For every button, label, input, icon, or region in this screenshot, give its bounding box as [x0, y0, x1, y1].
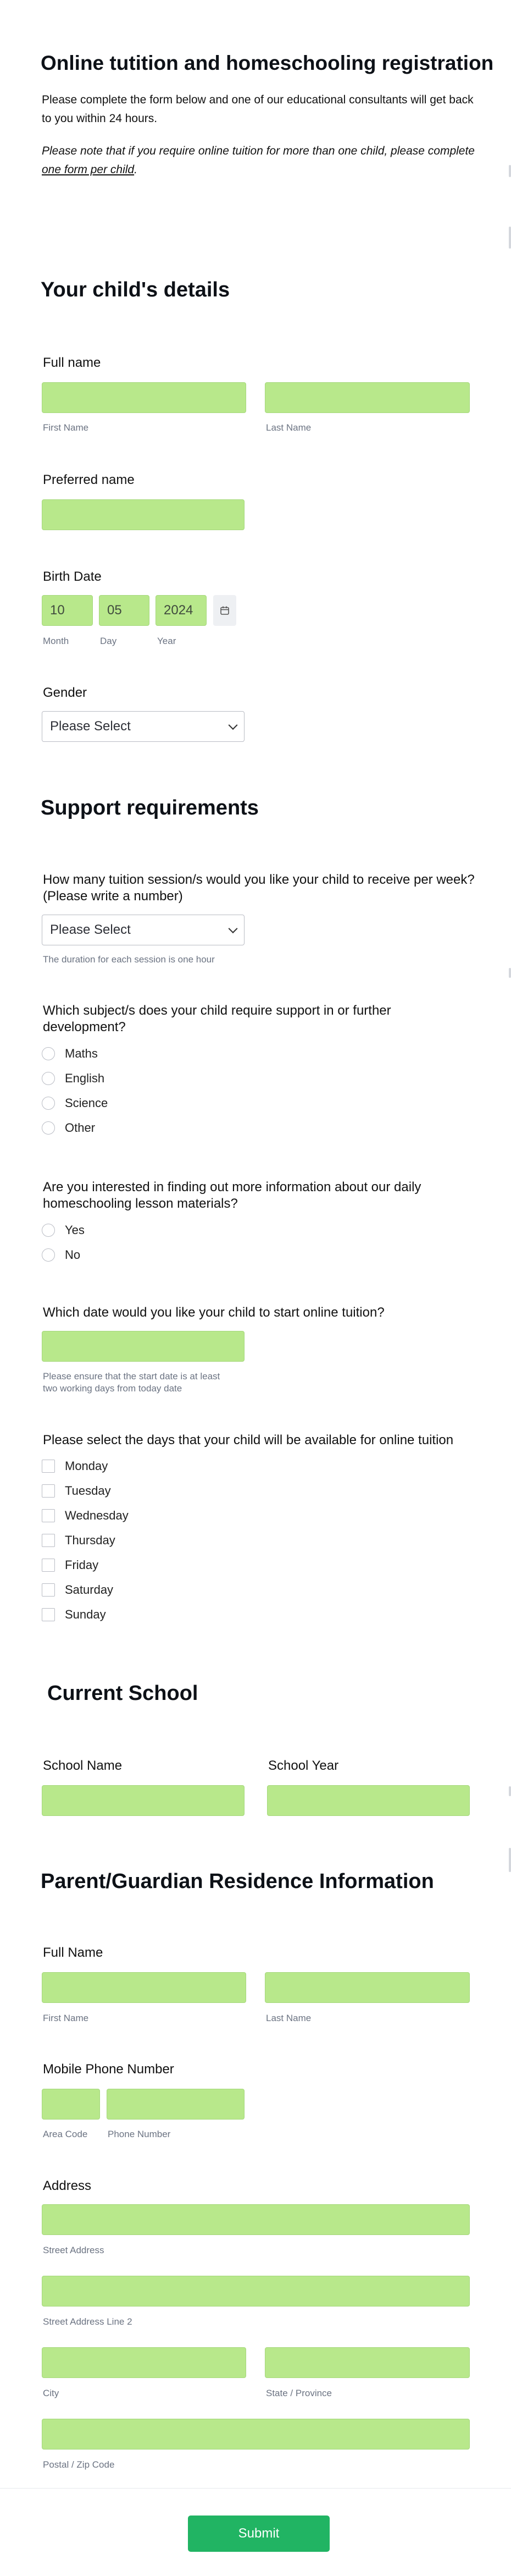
- radio-button[interactable]: [42, 1072, 55, 1085]
- month-sublabel: Month: [43, 636, 69, 646]
- right-edge-mark: [509, 1786, 511, 1796]
- chevron-down-icon: [229, 720, 238, 730]
- section-heading-support: Support requirements: [41, 796, 259, 819]
- start-date-help-2: two working days from today date: [43, 1383, 182, 1394]
- guardian-last-name-input[interactable]: [265, 1972, 470, 2003]
- street-address-sublabel: Street Address: [43, 2245, 104, 2255]
- option-label: English: [65, 1071, 105, 1085]
- option-label: Tuesday: [65, 1484, 111, 1498]
- section-heading-child: Your child's details: [41, 278, 230, 301]
- city-input[interactable]: [42, 2347, 246, 2378]
- phone-number-sublabel: Phone Number: [108, 2129, 171, 2139]
- footer-divider: [0, 2488, 511, 2489]
- gender-select-value: Please Select: [50, 719, 131, 734]
- birth-month-input[interactable]: 10: [42, 595, 93, 626]
- area-code-input[interactable]: [42, 2089, 100, 2120]
- guardian-last-name-sublabel: Last Name: [266, 2013, 312, 2023]
- option-label: No: [65, 1248, 81, 1262]
- note-end: .: [134, 163, 137, 176]
- option-label: Science: [65, 1096, 108, 1110]
- gender-select[interactable]: [42, 711, 245, 742]
- option-label: Monday: [65, 1459, 108, 1473]
- checkbox[interactable]: [42, 1559, 55, 1572]
- phone-label: Mobile Phone Number: [43, 2062, 174, 2077]
- school-year-input[interactable]: [267, 1785, 470, 1816]
- right-edge-mark: [509, 165, 511, 177]
- checkbox[interactable]: [42, 1460, 55, 1473]
- materials-label: Are you interested in finding out more information about our daily homeschooling lesson materials?: [43, 1180, 421, 1211]
- child-full-name-label: Full name: [43, 355, 101, 370]
- phone-number-input[interactable]: [107, 2089, 245, 2120]
- radio-button[interactable]: [42, 1097, 55, 1110]
- radio-button[interactable]: [42, 1047, 55, 1060]
- preferred-name-input[interactable]: [42, 499, 245, 530]
- first-name-sublabel: First Name: [43, 422, 89, 433]
- street-address-2-sublabel: Street Address Line 2: [43, 2316, 132, 2327]
- guardian-first-name-input[interactable]: [42, 1972, 246, 2003]
- checkbox[interactable]: [42, 1608, 55, 1621]
- right-edge-mark: [509, 1848, 511, 1872]
- radio-button[interactable]: [42, 1248, 55, 1262]
- right-edge-mark: [509, 968, 511, 978]
- child-last-name-input[interactable]: [265, 382, 470, 413]
- start-date-input[interactable]: [42, 1331, 245, 1362]
- preferred-name-label: Preferred name: [43, 472, 135, 487]
- checkbox[interactable]: [42, 1534, 55, 1547]
- calendar-button[interactable]: [213, 595, 236, 626]
- days-label: Please select the days that your child will be available for online tuition: [43, 1433, 454, 1447]
- guardian-first-name-sublabel: First Name: [43, 2013, 89, 2023]
- birth-day-input[interactable]: 05: [99, 595, 149, 626]
- option-label: Yes: [65, 1223, 85, 1237]
- postal-code-input[interactable]: [42, 2419, 470, 2450]
- sessions-select[interactable]: [42, 915, 245, 945]
- street-address-input[interactable]: [42, 2204, 470, 2235]
- sessions-select-value: Please Select: [50, 922, 131, 937]
- area-code-sublabel: Area Code: [43, 2129, 88, 2139]
- one-form-link[interactable]: one form per child: [42, 163, 135, 176]
- year-sublabel: Year: [157, 636, 176, 646]
- address-label: Address: [43, 2178, 92, 2193]
- option-label: Maths: [65, 1047, 98, 1060]
- form-intro: Please complete the form below and one of our educational consultants will get back to you within 24 hours.: [42, 93, 474, 125]
- option-label: Wednesday: [65, 1509, 129, 1522]
- submit-button[interactable]: Submit: [188, 2516, 330, 2552]
- option-label: Saturday: [65, 1583, 114, 1597]
- form-title: Online tutition and homeschooling registration: [41, 52, 494, 74]
- option-label: Other: [65, 1121, 96, 1135]
- postal-code-sublabel: Postal / Zip Code: [43, 2459, 115, 2470]
- school-name-label: School Name: [43, 1758, 123, 1773]
- option-label: Friday: [65, 1558, 99, 1572]
- school-name-input[interactable]: [42, 1785, 245, 1816]
- checkbox[interactable]: [42, 1484, 55, 1498]
- start-date-help-1: Please ensure that the start date is at least: [43, 1371, 220, 1381]
- chevron-down-icon: [229, 924, 238, 933]
- option-label: Sunday: [65, 1608, 106, 1621]
- subjects-label: Which subject/s does your child require support in or further development?: [43, 1003, 391, 1034]
- state-sublabel: State / Province: [266, 2388, 332, 2398]
- section-heading-school: Current School: [47, 1682, 198, 1705]
- sessions-label: How many tuition session/s would you like your child to receive per week? (Please write a number): [43, 872, 475, 904]
- calendar-icon: [220, 606, 230, 615]
- start-date-label: Which date would you like your child to start online tuition?: [43, 1305, 385, 1320]
- school-year-label: School Year: [268, 1758, 339, 1773]
- note-text: Please note that if you require online tuition for more than one child, please complete: [42, 145, 475, 157]
- sessions-help: The duration for each session is one hour: [43, 954, 215, 965]
- form-note: [42, 142, 476, 179]
- birth-date-label: Birth Date: [43, 569, 102, 584]
- state-input[interactable]: [265, 2347, 470, 2378]
- day-sublabel: Day: [100, 636, 117, 646]
- section-heading-guardian: Parent/Guardian Residence Information: [41, 1870, 434, 1893]
- city-sublabel: City: [43, 2388, 59, 2398]
- gender-label: Gender: [43, 685, 87, 700]
- radio-button[interactable]: [42, 1224, 55, 1237]
- birth-year-input[interactable]: 2024: [155, 595, 207, 626]
- right-edge-mark: [509, 227, 511, 249]
- guardian-full-name-label: Full Name: [43, 1945, 103, 1960]
- child-first-name-input[interactable]: [42, 382, 246, 413]
- radio-button[interactable]: [42, 1121, 55, 1135]
- checkbox[interactable]: [42, 1509, 55, 1522]
- option-label: Thursday: [65, 1533, 115, 1547]
- checkbox[interactable]: [42, 1583, 55, 1597]
- last-name-sublabel: Last Name: [266, 422, 312, 433]
- street-address-2-input[interactable]: [42, 2276, 470, 2307]
